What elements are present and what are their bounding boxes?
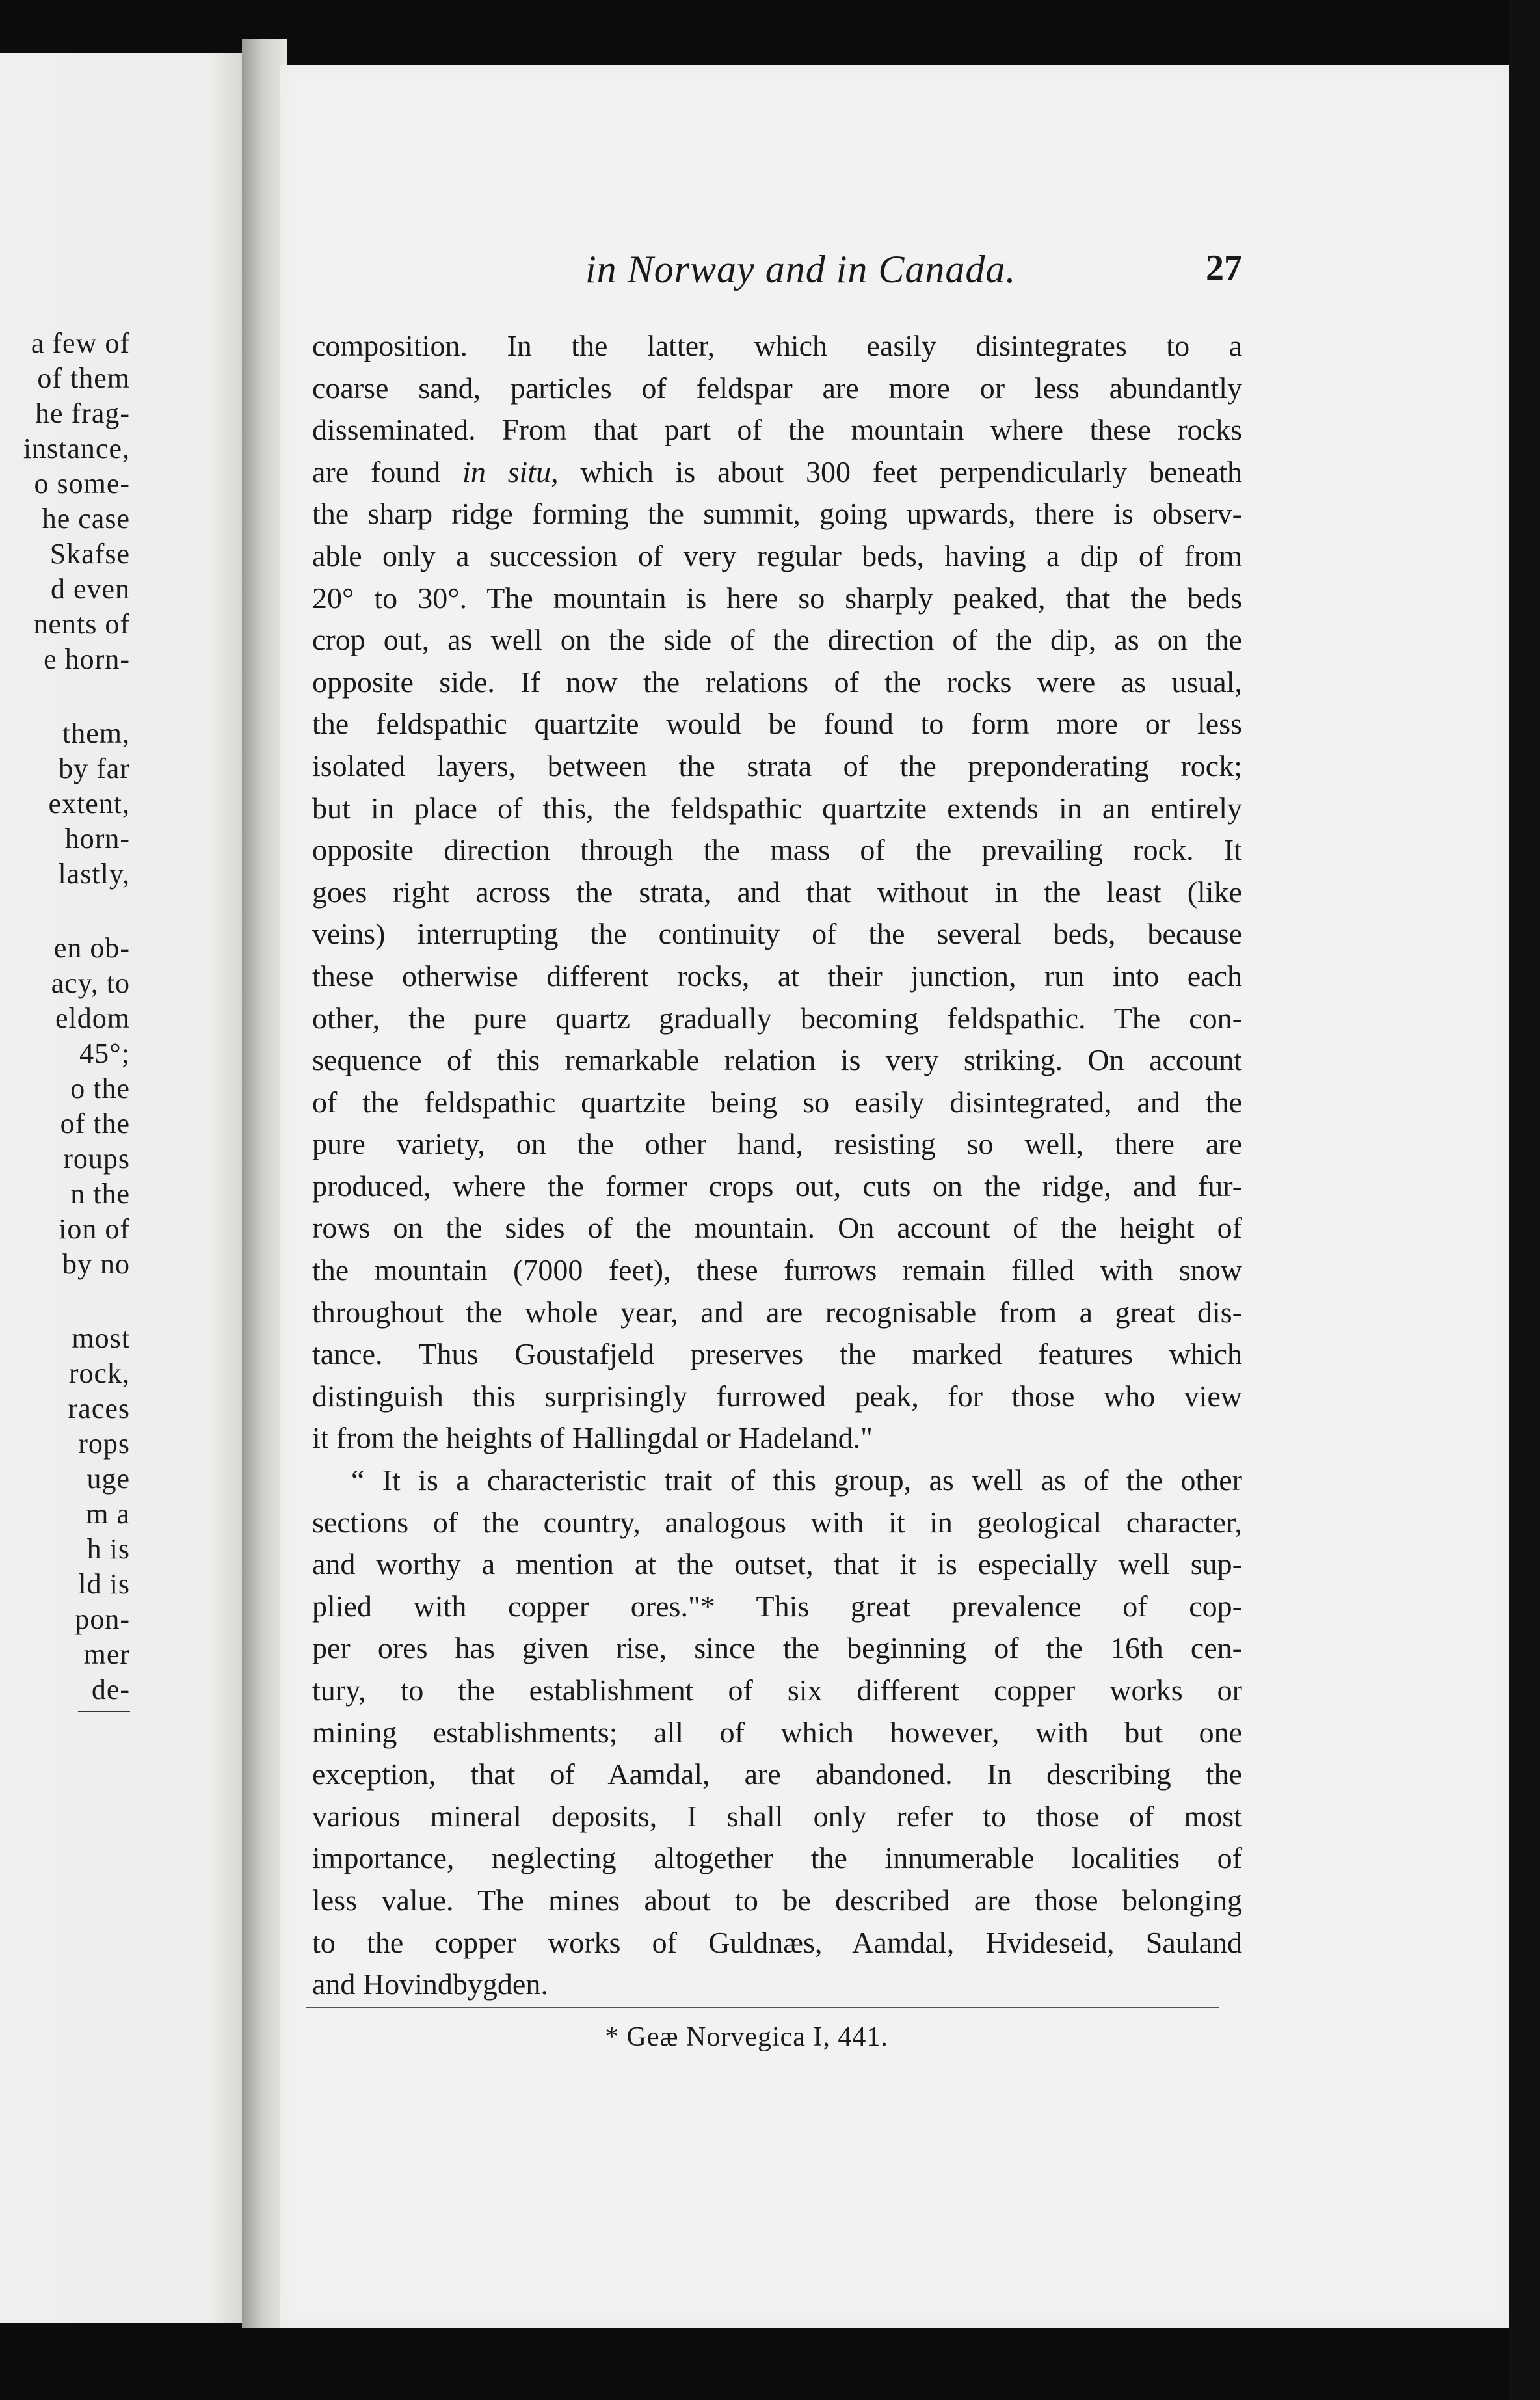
text-line: tance. Thus Goustafjeld preserves the marked features which <box>312 1337 1242 1371</box>
page-number: 27 <box>1206 248 1242 288</box>
scan-border <box>1509 0 1540 2400</box>
text-line: importance, neglecting altogether the innumerable localities of <box>312 1841 1242 1875</box>
facing-page-line: of them <box>37 362 130 394</box>
text-line: able only a succession of very regular beds, having a dip of from <box>312 539 1242 572</box>
facing-page-line: ld is <box>78 1568 130 1600</box>
text-line: to the copper works of Guldnæs, Aamdal, Hvideseid, Sauland <box>312 1925 1242 1959</box>
facing-page-line: races <box>68 1393 130 1424</box>
italic-phrase: in situ <box>462 455 551 488</box>
text-line: disseminated. From that part of the mountain where these rocks <box>312 413 1242 447</box>
facing-page-line: Skafse <box>49 538 130 570</box>
text-line: mining establishments; all of which however, with but one <box>312 1715 1242 1749</box>
facing-page-line: extent, <box>48 788 130 820</box>
facing-page-line: by no <box>62 1248 130 1280</box>
text-line: rows on the sides of the mountain. On account of the height of <box>312 1211 1242 1245</box>
footnote-rule <box>306 2007 1219 2008</box>
text-line: produced, where the former crops out, cuts on the ridge, and fur- <box>312 1169 1242 1203</box>
facing-page-line: most <box>72 1322 130 1354</box>
facing-page-line: by far <box>59 753 130 784</box>
facing-page-line: instance, <box>23 433 130 464</box>
text-line: other, the pure quartz gradually becoming feldspathic. The con- <box>312 1001 1242 1035</box>
text-line: opposite side. If now the relations of the rocks were as usual, <box>312 665 1242 699</box>
facing-page-line: them, <box>62 717 130 749</box>
text-line: plied with copper ores."* This great prevalence of cop- <box>312 1589 1242 1623</box>
facing-page-line: mer <box>83 1638 130 1670</box>
facing-page-line: he case <box>42 503 130 535</box>
running-title: in Norway and in Canada. <box>585 248 1016 291</box>
footnote: * Geæ Norvegica I, 441. <box>605 2022 888 2052</box>
facing-page-line: rops <box>78 1428 130 1460</box>
text-line: are found in situ, which is about 300 feet perpendicularly beneath <box>312 455 1242 488</box>
text-line: the feldspathic quartzite would be found to form more or less <box>312 707 1242 741</box>
facing-page-line: lastly, <box>58 858 130 890</box>
facing-page-line: n the <box>70 1178 130 1210</box>
facing-page-line: de- <box>91 1673 130 1705</box>
facing-page-line: acy, to <box>51 967 130 999</box>
text-line: crop out, as well on the side of the direction of the dip, as on the <box>312 623 1242 657</box>
facing-page-line: ion of <box>59 1213 130 1245</box>
text-line: composition. In the latter, which easily disintegrates to a <box>312 329 1242 362</box>
text-line: various mineral deposits, I shall only refer to those of most <box>312 1799 1242 1833</box>
text-line: less value. The mines about to be described are those belonging <box>312 1883 1242 1917</box>
text-line: sequence of this remarkable relation is very striking. On account <box>312 1043 1242 1077</box>
facing-page-line: he frag- <box>34 397 130 429</box>
facing-page-line: e horn- <box>44 643 130 675</box>
body-text <box>312 325 1242 2006</box>
facing-page-line: pon- <box>75 1603 130 1635</box>
facing-page-line: 45°; <box>79 1037 130 1069</box>
text-line: sections of the country, analogous with it in geological character, <box>312 1505 1242 1539</box>
facing-page-line: o some- <box>34 468 130 500</box>
text-line: these otherwise different rocks, at their junction, run into each <box>312 959 1242 993</box>
text-line: it from the heights of Hallingdal or Hadeland." <box>312 1421 873 1455</box>
text-line: pure variety, on the other hand, resisting so well, there are <box>312 1127 1242 1161</box>
facing-page-line: m a <box>86 1498 130 1530</box>
text-line: coarse sand, particles of feldspar are more or less abundantly <box>312 371 1242 405</box>
text-line: “ It is a characteristic trait of this group, as well as of the other <box>351 1463 1242 1497</box>
facing-page-line: o the <box>70 1073 130 1104</box>
facing-page-rule <box>78 1711 130 1712</box>
text-line: isolated layers, between the strata of the preponderating rock; <box>312 749 1242 782</box>
facing-page-line: roups <box>63 1143 130 1175</box>
facing-page-line: eldom <box>55 1002 130 1034</box>
facing-page-line: h is <box>86 1533 130 1565</box>
facing-page-line: horn- <box>64 823 130 855</box>
facing-page-line: en ob- <box>53 932 130 964</box>
facing-page-line: a few of <box>31 327 130 359</box>
text-line: exception, that of Aamdal, are abandoned. In describing the <box>312 1757 1242 1791</box>
text-line: distinguish this surprisingly furrowed peak, for those who view <box>312 1379 1242 1413</box>
text-line: and Hovindbygden. <box>312 1967 548 2001</box>
text-line: veins) interrupting the continuity of the several beds, because <box>312 917 1242 951</box>
text-line: per ores has given rise, since the beginning of the 16th cen- <box>312 1631 1242 1665</box>
facing-page-fragment <box>0 53 260 2323</box>
text-line: the mountain (7000 feet), these furrows remain filled with snow <box>312 1253 1242 1287</box>
text-line: the sharp ridge forming the summit, going upwards, there is observ- <box>312 497 1242 531</box>
text-line: and worthy a mention at the outset, that it is especially well sup- <box>312 1547 1242 1581</box>
facing-page-line: uge <box>86 1463 130 1495</box>
text-line: 20° to 30°. The mountain is here so sharply peaked, that the beds <box>312 581 1242 615</box>
text-line: opposite direction through the mass of the prevailing rock. It <box>312 833 1242 867</box>
facing-page-line: d even <box>50 573 130 605</box>
text-line: tury, to the establishment of six different copper works or <box>312 1673 1242 1707</box>
facing-page-line: rock, <box>68 1357 130 1389</box>
text-line: goes right across the strata, and that without in the least (like <box>312 875 1242 909</box>
facing-page-line: of the <box>60 1108 130 1140</box>
facing-page-line: nents of <box>33 608 130 640</box>
text-line: but in place of this, the feldspathic quartzite extends in an entirely <box>312 791 1242 825</box>
text-line: throughout the whole year, and are recognisable from a great dis- <box>312 1295 1242 1329</box>
running-header <box>585 247 1242 292</box>
text-line: of the feldspathic quartzite being so easily disintegrated, and the <box>312 1085 1242 1119</box>
